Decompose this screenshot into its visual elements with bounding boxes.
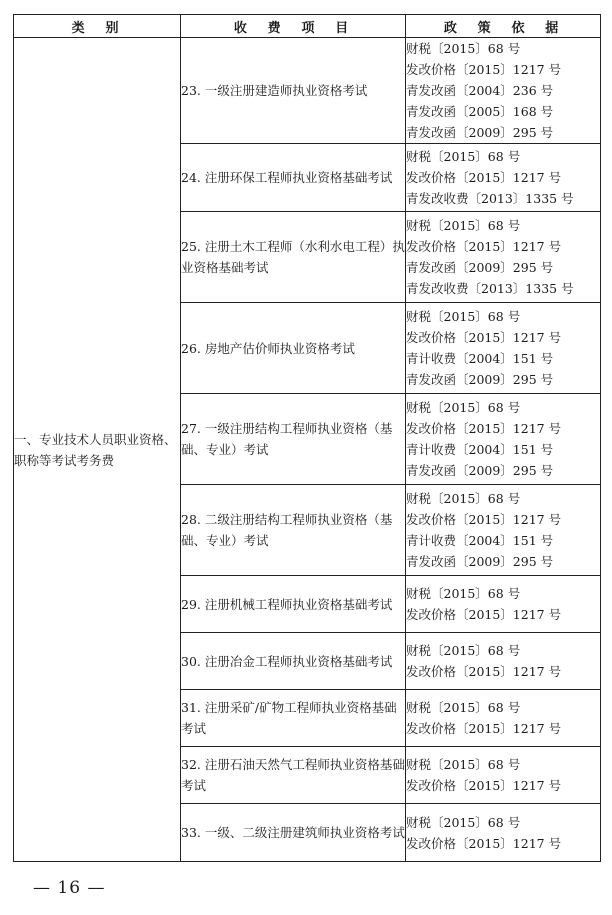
policy-document-ref: 青计收费〔2004〕151 号 xyxy=(406,351,554,366)
policy-document-ref: 财税〔2015〕68 号 xyxy=(406,491,521,506)
policy-document-ref: 青发改收费〔2013〕1335 号 xyxy=(406,191,574,206)
policy-document-ref: 发改价格〔2015〕1217 号 xyxy=(406,62,562,77)
table-row xyxy=(14,38,601,144)
header-policy-basis: 政 策 依 据 xyxy=(406,15,601,38)
page-number: — 16 — xyxy=(33,878,106,898)
fee-item-cell: 32. 注册石油天然气工程师执业资格基础考试 xyxy=(181,747,406,804)
policy-document-ref: 发改价格〔2015〕1217 号 xyxy=(406,330,562,345)
fee-item-cell: 29. 注册机械工程师执业资格基础考试 xyxy=(181,576,406,633)
policy-basis-cell xyxy=(406,747,601,804)
header-fee-item: 收 费 项 目 xyxy=(181,15,406,38)
policy-document-ref: 财税〔2015〕68 号 xyxy=(406,149,521,164)
fee-item-cell: 27. 一级注册结构工程师执业资格（基础、专业）考试 xyxy=(181,394,406,485)
policy-document-ref: 青发改函〔2009〕295 号 xyxy=(406,372,554,387)
policy-document-ref: 财税〔2015〕68 号 xyxy=(406,757,521,772)
policy-document-ref: 财税〔2015〕68 号 xyxy=(406,586,521,601)
policy-basis-cell xyxy=(406,144,601,212)
policy-basis-cell xyxy=(406,690,601,747)
policy-basis-cell xyxy=(406,394,601,485)
fee-item-cell: 25. 注册土木工程师（水利水电工程）执业资格基础考试 xyxy=(181,212,406,303)
policy-document-ref: 发改价格〔2015〕1217 号 xyxy=(406,239,562,254)
policy-document-ref: 青发改函〔2009〕295 号 xyxy=(406,125,554,140)
table-header-row xyxy=(14,15,601,38)
policy-basis-cell xyxy=(406,633,601,690)
header-category: 类 别 xyxy=(14,15,181,38)
policy-document-ref: 财税〔2015〕68 号 xyxy=(406,700,521,715)
policy-document-ref: 青计收费〔2004〕151 号 xyxy=(406,442,554,457)
fee-item-cell: 28. 二级注册结构工程师执业资格（基础、专业）考试 xyxy=(181,485,406,576)
policy-document-ref: 发改价格〔2015〕1217 号 xyxy=(406,421,562,436)
policy-basis-cell xyxy=(406,804,601,862)
fee-item-cell: 30. 注册冶金工程师执业资格基础考试 xyxy=(181,633,406,690)
fee-item-cell: 31. 注册采矿/矿物工程师执业资格基础考试 xyxy=(181,690,406,747)
policy-document-ref: 财税〔2015〕68 号 xyxy=(406,400,521,415)
policy-basis-cell xyxy=(406,38,601,144)
policy-document-ref: 青发改函〔2009〕295 号 xyxy=(406,463,554,478)
policy-document-ref: 青计收费〔2004〕151 号 xyxy=(406,533,554,548)
policy-document-ref: 财税〔2015〕68 号 xyxy=(406,814,521,830)
policy-basis-cell xyxy=(406,303,601,394)
policy-document-ref: 财税〔2015〕68 号 xyxy=(406,309,521,324)
policy-document-ref: 青发改函〔2009〕295 号 xyxy=(406,554,554,569)
policy-basis-cell xyxy=(406,576,601,633)
policy-document-ref: 财税〔2015〕68 号 xyxy=(406,218,521,233)
fee-item-cell: 23. 一级注册建造师执业资格考试 xyxy=(181,38,406,144)
policy-document-ref: 发改价格〔2015〕1217 号 xyxy=(406,721,562,736)
table-body xyxy=(14,38,601,862)
policy-document-ref: 发改价格〔2015〕1217 号 xyxy=(406,835,562,851)
fee-item-cell: 24. 注册环保工程师执业资格基础考试 xyxy=(181,144,406,212)
policy-document-ref: 发改价格〔2015〕1217 号 xyxy=(406,778,562,793)
policy-document-ref: 发改价格〔2015〕1217 号 xyxy=(406,170,562,185)
fee-table xyxy=(13,14,601,862)
policy-document-ref: 发改价格〔2015〕1217 号 xyxy=(406,607,562,622)
policy-document-ref: 发改价格〔2015〕1217 号 xyxy=(406,664,562,679)
policy-document-ref: 青发改函〔2009〕295 号 xyxy=(406,260,554,275)
policy-document-ref: 财税〔2015〕68 号 xyxy=(406,41,521,56)
policy-document-ref: 青发改函〔2004〕236 号 xyxy=(406,83,554,98)
fee-item-cell: 33. 一级、二级注册建筑师执业资格考试 xyxy=(181,804,406,862)
policy-basis-cell xyxy=(406,485,601,576)
policy-document-ref: 财税〔2015〕68 号 xyxy=(406,643,521,658)
policy-document-ref: 青发改收费〔2013〕1335 号 xyxy=(406,281,574,296)
policy-basis-cell xyxy=(406,212,601,303)
category-cell: 一、专业技术人员职业资格、职称等考试考务费 xyxy=(14,38,181,862)
policy-document-ref: 发改价格〔2015〕1217 号 xyxy=(406,512,562,527)
fee-item-cell: 26. 房地产估价师执业资格考试 xyxy=(181,303,406,394)
policy-document-ref: 青发改函〔2005〕168 号 xyxy=(406,104,554,119)
